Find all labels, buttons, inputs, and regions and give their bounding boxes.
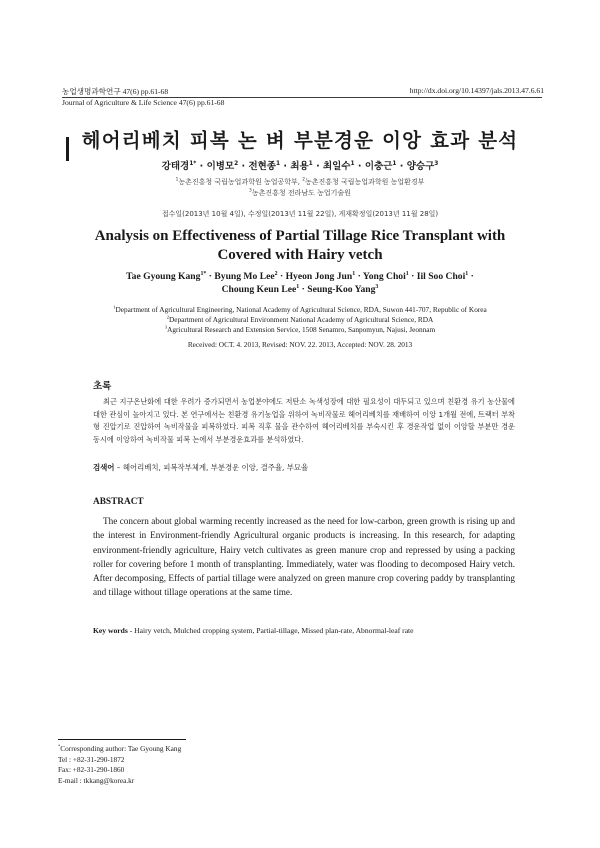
author-sup: 2 [274, 270, 278, 277]
author-sup: 1 [352, 270, 356, 277]
korean-abstract-heading: 초록 [93, 381, 112, 392]
author-sup: 1 [405, 270, 409, 277]
author-name: Seung-Koo Yang [307, 283, 376, 295]
english-abstract: The concern about global warming recently increased as the need for low-carbon, green growth is rising up and the interest in Environment-friendly Agricultural organic products is increasing. In this research, for adapting environment-friendly agriculture, Hairy vetch cultivates as green manure crop and repressed by using a packing roller for covering before 1 month of transplanting. Immediately, water was flooding to decomposed Hairy vetch. After decomposing, Effects of partial tillage were analyzed on green manure crop covering paddy by transplanting and tillage without tillage operations at the same time. [93, 516, 515, 598]
author-sup: 3 [434, 160, 439, 167]
footnote-tel: Tel : +82-31-290-1872 [58, 754, 125, 764]
english-authors [70, 271, 530, 296]
author-sup: 1* [189, 160, 197, 167]
keywords-text: – 헤어리베치, 피복작부체계, 부분경운 이앙, 결주율, 부묘율 [114, 463, 309, 472]
affil-text: Agricultural Research and Extension Service, 1508 Senamro, Sanpomyun, Najusi, Jeonnam [167, 325, 436, 335]
footnote-sup: * [58, 743, 61, 749]
korean-abstract: 최근 지구온난화에 대한 우려가 증가되면서 농업분야에도 저탄소 녹색성장에 대한 필요성이 대두되고 있으며 친환경 유기 농산물에 대한 관심이 높아지고 있다. 본 연구에서는 친환경 유기농업을 위하여 녹비작물로 헤어리베치를 재배하여 이앙 1개월 전에, 트랙터 부착형 진압기로 진압하여 녹비작물을 피복하였다. 피복 직후 물을 관수하여 헤어리베치를 부숙시킨 후 경운작업 없이 이앙할 부분만 경운 동시에 이앙하여 녹비작물 피복 논에서 부분경운효과를 분석하였다. [93, 397, 515, 444]
english-authors-line: Choung Keun Lee$^1$ · Seung-Koo Yang$^3$ [221, 283, 379, 295]
author-name: Iil Soo Choi [416, 271, 466, 282]
author-sup: 1 [350, 160, 355, 167]
korean-title: 헤어리베치 피복 논 벼 부분경운 이앙 효과 분석 [81, 129, 519, 152]
author-sup: 1* [200, 270, 207, 277]
english-affiliation [72, 305, 528, 315]
english-title [60, 227, 540, 265]
author-name: 이병모 [206, 161, 235, 172]
english-affiliations [72, 305, 528, 336]
author-name: Hyeon Jong Jun [285, 271, 353, 282]
affil-sup: 1 [113, 304, 116, 310]
affil-sup: 3 [249, 188, 252, 194]
english-title-line: Analysis on Effectiveness of Partial Tillage Rice Transplant with [94, 228, 506, 244]
affil-text: 농촌진흥청 전라남도 농업기술원 [251, 188, 351, 197]
author-sup: 2 [234, 160, 239, 167]
korean-authors: 강태경$^{1*}$ · 이병모$^2$ · 전현종$^1$ · 최용$^1$ · 최일수$^1$ · 이충근$^1$ · 양승구$^3$ [161, 160, 439, 172]
author-name: 양승구 [406, 161, 435, 172]
author-name: 전현종 [248, 161, 276, 172]
header-journal-citation: Journal of Agriculture & Life Science 47(6) pp.61-68 [62, 98, 225, 107]
korean-affiliation-line [0, 177, 600, 188]
english-authors-line: Tae Gyoung Kang$^{1*}$ · Byung Mo Lee$^2$ · Hyeon Jong Jun$^1$ · Yong Choi$^1$ · Iil Soo Choi$^1$ · [126, 270, 474, 282]
english-affiliation [72, 325, 528, 335]
affil-sup: 3 [164, 324, 168, 330]
korean-keywords [93, 462, 308, 473]
author-name: 최일수 [323, 161, 351, 172]
author-sup: 1 [275, 160, 281, 167]
footnote [58, 744, 181, 786]
affil-text: Department of Agricultural Environment National Academy of Agricultural Science, RDA [169, 315, 434, 325]
affil-sup: 1 [175, 177, 179, 183]
korean-affiliation-line [0, 188, 600, 199]
author-sup: 1 [392, 160, 397, 167]
doi-link[interactable]: http://dx.doi.org/10.14397/jals.2013.47.6.61 [409, 86, 544, 95]
korean-affiliations [0, 177, 600, 198]
author-name: 강태경 [161, 161, 190, 172]
author-sup: 1 [465, 270, 469, 277]
corresponding-author [58, 744, 181, 755]
affil-text: 농촌진흥청 국립농업과학원 농업환경부 [305, 178, 425, 186]
author-name: Byung Mo Lee [214, 271, 275, 282]
abstract-heading: ABSTRACT [93, 497, 144, 507]
author-name: 최용 [290, 161, 309, 172]
affil-text: 농촌진흥청 국립농업과학원 농업공학부, [178, 178, 300, 186]
keywords-text: - Hairy vetch, Mulched cropping system, Partial-tillage, Missed plan-rate, Abnormal-leaf rate [127, 626, 414, 635]
author-name: Yong Choi [362, 271, 406, 282]
author-name: Tae Gyoung Kang [126, 271, 201, 282]
author-sup: 1 [308, 160, 313, 167]
english-dates: Received: OCT. 4. 2013, Revised: NOV. 22. 2013, Accepted: NOV. 28. 2013 [187, 340, 413, 349]
affil-sup: 2 [302, 177, 305, 183]
author-name: Choung Keun Lee [221, 283, 297, 295]
english-title-line: Covered with Hairy vetch [217, 247, 383, 263]
affil-text: Department of Agricultural Engineering, National Academy of Agricultural Science, RDA, Suwon 441-707, Republic of Korea [115, 305, 487, 314]
footnote-rule [58, 739, 186, 740]
author-sup: 3 [375, 283, 379, 290]
keywords-label: Key words [93, 626, 128, 635]
footnote-email[interactable]: E-mail : tkkang@korea.kr [58, 775, 135, 785]
corresponding-text: Corresponding author: Tae Gyoung Kang [60, 744, 182, 753]
author-name: 이충근 [364, 161, 393, 172]
footnote-fax: Fax: +82-31-290-1860 [58, 765, 125, 774]
header-korean-citation: 농업생명과학연구 47(6) pp.61-68 [62, 87, 169, 96]
english-affiliation [72, 315, 528, 325]
affil-sup: 2 [166, 314, 170, 320]
korean-dates: 접수일(2013년 10월 4일), 수정일(2013년 11월 22일), 게재확정일(2013년 11월 28일) [161, 210, 439, 218]
english-keywords [93, 626, 414, 635]
author-sup: 1 [296, 283, 300, 290]
keywords-label: 검색어 [93, 463, 115, 472]
